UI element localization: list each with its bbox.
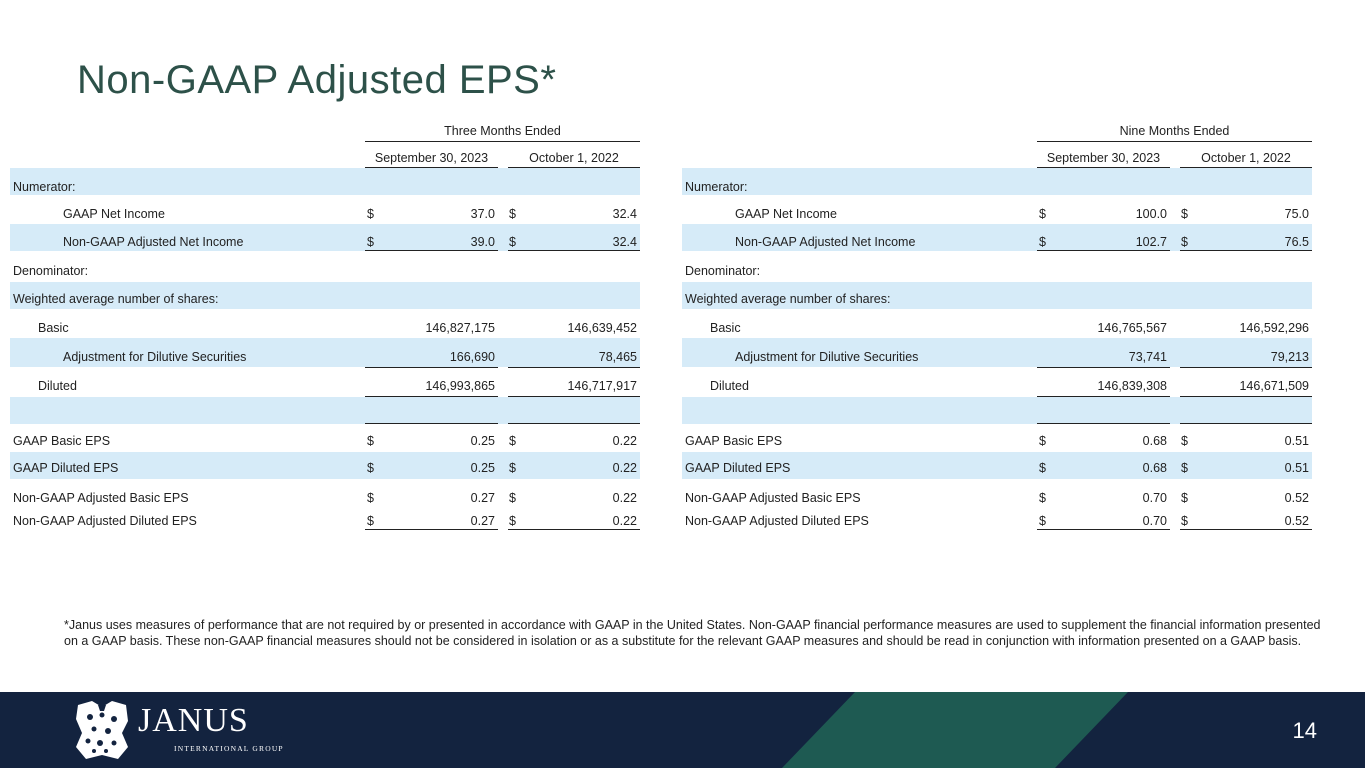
currency-symbol: $ (509, 461, 516, 475)
currency-symbol: $ (1039, 207, 1046, 221)
currency-symbol: $ (367, 207, 374, 221)
currency-symbol: $ (1181, 514, 1188, 528)
row-label: Numerator: (13, 180, 76, 194)
currency-symbol: $ (367, 461, 374, 475)
table-row (10, 309, 640, 338)
value-cell: 146,592,296 (1239, 321, 1309, 335)
footnote: *Janus uses measures of performance that are not required by or presented in accordance with GAAP in the United States. Non-GAAP financial performance measures are used to supplement the financial information presented on a GAAP basis. These non-GAAP financial measures should not be considered in isolation or as a substitute for the relevant GAAP measures and should be read in conjunction with information presented on a GAAP basis. (64, 618, 1321, 648)
row-label: Weighted average number of shares: (13, 292, 219, 306)
currency-symbol: $ (509, 434, 516, 448)
row-label: GAAP Basic EPS (685, 434, 783, 448)
table-row (682, 424, 1312, 452)
value-cell: 39.0 (470, 235, 495, 249)
currency-symbol: $ (1181, 434, 1188, 448)
currency-symbol: $ (367, 434, 374, 448)
currency-symbol: $ (509, 235, 516, 249)
row-label: Numerator: (685, 180, 748, 194)
table-row (682, 195, 1312, 224)
row-label: GAAP Diluted EPS (685, 461, 791, 475)
row-label: Basic (710, 321, 741, 335)
row-label: Basic (38, 321, 69, 335)
currency-symbol: $ (1181, 235, 1188, 249)
denominator-row (10, 251, 640, 282)
weighted-average-row (10, 282, 640, 309)
currency-symbol: $ (367, 491, 374, 505)
table-row (10, 368, 640, 396)
col-header-2: October 1, 2022 (529, 151, 619, 165)
value-cell: 146,827,175 (425, 321, 495, 335)
table-row (10, 224, 640, 251)
janus-logo-icon (70, 697, 134, 763)
currency-symbol: $ (1039, 235, 1046, 249)
value-cell: 0.22 (612, 461, 637, 475)
value-cell: 100.0 (1135, 207, 1167, 221)
row-label: GAAP Basic EPS (13, 434, 111, 448)
row-label: Non-GAAP Adjusted Diluted EPS (685, 514, 869, 528)
value-cell: 0.25 (470, 434, 495, 448)
value-cell: 0.25 (470, 461, 495, 475)
table-row (10, 338, 640, 367)
value-cell: 166,690 (449, 350, 495, 364)
spacer-row (10, 397, 640, 424)
value-cell: 146,717,917 (567, 379, 637, 393)
currency-symbol: $ (367, 235, 374, 249)
row-label: Adjustment for Dilutive Securities (735, 350, 919, 364)
currency-symbol: $ (509, 491, 516, 505)
col-header-1: September 30, 2023 (374, 151, 489, 165)
col-header-2: October 1, 2022 (1201, 151, 1291, 165)
value-cell: 0.68 (1142, 434, 1167, 448)
currency-symbol: $ (1039, 491, 1046, 505)
row-label: GAAP Net Income (63, 207, 165, 221)
divider (365, 529, 498, 530)
value-cell: 146,839,308 (1097, 379, 1167, 393)
table-row (682, 368, 1312, 396)
spacer-row (682, 397, 1312, 424)
table-row (10, 452, 640, 479)
table-row (682, 224, 1312, 251)
period-header: Three Months Ended (444, 124, 561, 138)
value-cell: 146,993,865 (425, 379, 495, 393)
currency-symbol: $ (1181, 491, 1188, 505)
currency-symbol: $ (1039, 434, 1046, 448)
currency-symbol: $ (367, 514, 374, 528)
value-cell: 0.27 (470, 491, 495, 505)
value-cell: 37.0 (470, 207, 495, 221)
table-row (682, 338, 1312, 367)
table-row (682, 452, 1312, 479)
value-cell: 73,741 (1128, 350, 1167, 364)
currency-symbol: $ (1039, 514, 1046, 528)
value-cell: 0.22 (612, 434, 637, 448)
logo-subtitle: INTERNATIONAL GROUP (174, 744, 284, 753)
page-title: Non-GAAP Adjusted EPS* (77, 58, 557, 102)
currency-symbol: $ (1039, 461, 1046, 475)
divider (365, 141, 640, 142)
value-cell: 0.51 (1284, 434, 1309, 448)
value-cell: 0.51 (1284, 461, 1309, 475)
col-header-1: September 30, 2023 (1046, 151, 1161, 165)
logo-wordmark: JANUS (138, 702, 249, 739)
table-row (10, 195, 640, 224)
denominator-row (682, 251, 1312, 282)
value-cell: 76.5 (1284, 235, 1309, 249)
row-label: Denominator: (13, 264, 89, 278)
row-label: GAAP Diluted EPS (13, 461, 119, 475)
divider (1180, 529, 1312, 530)
value-cell: 0.70 (1142, 491, 1167, 505)
row-label: Diluted (710, 379, 749, 393)
divider (1037, 141, 1312, 142)
value-cell: 32.4 (612, 207, 637, 221)
page-number: 14 (1292, 718, 1317, 743)
currency-symbol: $ (509, 207, 516, 221)
currency-symbol: $ (1181, 461, 1188, 475)
row-label: Non-GAAP Adjusted Net Income (63, 235, 244, 249)
value-cell: 102.7 (1135, 235, 1167, 249)
table-row (682, 479, 1312, 503)
table-row (682, 309, 1312, 338)
row-label: Non-GAAP Adjusted Net Income (735, 235, 916, 249)
numerator-row (682, 168, 1312, 195)
value-cell: 146,671,509 (1239, 379, 1309, 393)
value-cell: 146,639,452 (567, 321, 637, 335)
currency-symbol: $ (1181, 207, 1188, 221)
value-cell: 0.68 (1142, 461, 1167, 475)
value-cell: 0.22 (612, 514, 637, 528)
row-label: Diluted (38, 379, 77, 393)
value-cell: 0.27 (470, 514, 495, 528)
weighted-average-row (682, 282, 1312, 309)
period-header: Nine Months Ended (1119, 124, 1230, 138)
row-label: Weighted average number of shares: (685, 292, 891, 306)
row-label: Non-GAAP Adjusted Basic EPS (13, 491, 189, 505)
value-cell: 78,465 (598, 350, 637, 364)
table-row (682, 503, 1312, 528)
table-row (10, 479, 640, 503)
value-cell: 0.52 (1284, 491, 1309, 505)
value-cell: 146,765,567 (1097, 321, 1167, 335)
row-label: Denominator: (685, 264, 761, 278)
row-label: GAAP Net Income (735, 207, 837, 221)
divider (1037, 529, 1170, 530)
table-row (10, 424, 640, 452)
table-row (10, 503, 640, 528)
numerator-row (10, 168, 640, 195)
row-label: Non-GAAP Adjusted Diluted EPS (13, 514, 197, 528)
row-label: Non-GAAP Adjusted Basic EPS (685, 491, 861, 505)
value-cell: 0.52 (1284, 514, 1309, 528)
value-cell: 75.0 (1284, 207, 1309, 221)
value-cell: 0.70 (1142, 514, 1167, 528)
currency-symbol: $ (509, 514, 516, 528)
value-cell: 32.4 (612, 235, 637, 249)
value-cell: 0.22 (612, 491, 637, 505)
value-cell: 79,213 (1270, 350, 1309, 364)
divider (508, 529, 640, 530)
row-label: Adjustment for Dilutive Securities (63, 350, 247, 364)
